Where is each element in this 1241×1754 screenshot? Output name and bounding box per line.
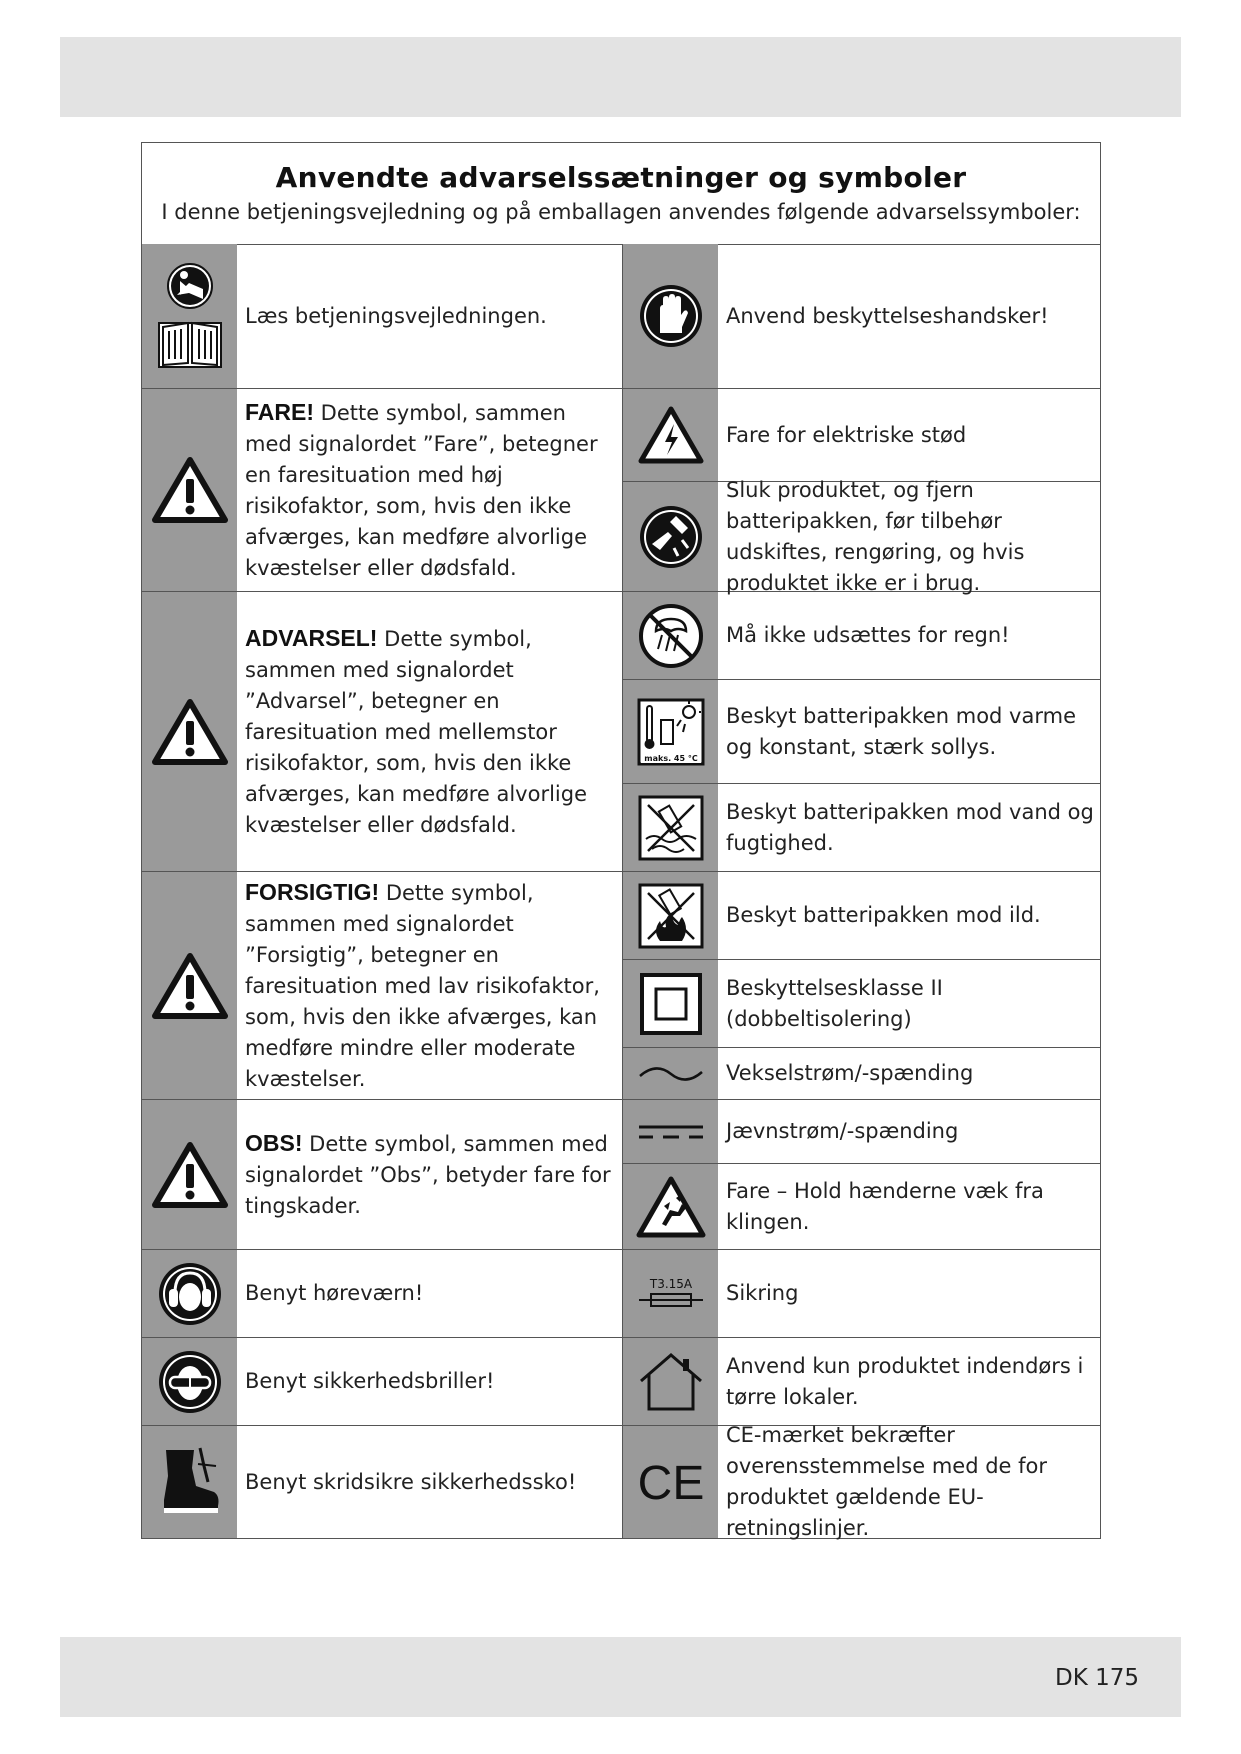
row-text: Anvend beskyttelseshandsker!	[726, 303, 1049, 328]
safety-glasses-icon	[142, 1338, 237, 1425]
row-text: Læs betjeningsvejledningen.	[245, 303, 547, 328]
gloves-icon	[623, 244, 718, 388]
fuse-label: T3.15A	[649, 1276, 692, 1291]
page-title: Anvendte advarselssætninger og symboler	[275, 161, 967, 194]
unplug-icon	[623, 482, 718, 591]
row-text: Dette symbol, sammen med signalordet ”Advarsel”, betegner en faresituation med mellemstor risikofaktor, som, hvis den ikke afværges, kan medføre alvorlige kvæstelser eller dødsfald.	[245, 626, 588, 837]
page-subtitle: I denne betjeningsvejledning og på emballagen anvendes følgende advarselssymboler:	[161, 200, 1081, 224]
alternating-current-icon	[623, 1048, 718, 1099]
row-text: Anvend kun produktet indendørs i tørre lokaler.	[726, 1353, 1084, 1409]
row-text: Sluk produktet, og fjern batteripakken, før tilbehør udskiftes, rengøring, og hvis produktet ikke er i brug.	[726, 477, 1025, 595]
table-row	[623, 1250, 1101, 1338]
table-row	[142, 389, 622, 592]
row-text: Fare – Hold hænderne væk fra klingen.	[726, 1178, 1044, 1234]
heat-label: maks. 45 °C	[643, 753, 698, 763]
row-text: Beskyt batteripakken mod varme og konstant, stærk sollys.	[726, 703, 1076, 759]
row-text: Benyt sikkerhedsbriller!	[245, 1369, 495, 1393]
ce-label: CE	[637, 1457, 704, 1507]
row-text: Dette symbol, sammen med signalordet ”Fare”, betegner en faresituation med høj risikofaktor, som, hvis den ikke afværges, kan medføre alvorlige kvæstelser eller dødsfald.	[245, 400, 598, 580]
row-text: Beskyt batteripakken mod vand og fugtighed.	[726, 799, 1094, 855]
table-row	[142, 1100, 622, 1250]
top-band	[60, 37, 1181, 117]
row-text: Vekselstrøm/-spænding	[726, 1061, 974, 1085]
blade-hazard-icon	[623, 1164, 718, 1249]
signal-word: FARE!	[245, 398, 314, 425]
warning-triangle-icon	[142, 1100, 237, 1249]
table-row	[623, 389, 1101, 482]
read-manual-icon	[142, 244, 237, 388]
row-text: Beskyttelsesklasse II (dobbeltisolering)	[726, 975, 943, 1031]
table-row	[623, 784, 1101, 872]
table-row	[142, 1426, 622, 1538]
right-column	[622, 244, 1101, 1538]
no-fire-icon	[623, 872, 718, 959]
table-row	[623, 1423, 1101, 1540]
table-row	[623, 477, 1101, 595]
warning-triangle-icon	[142, 592, 237, 871]
direct-current-icon	[623, 1100, 718, 1163]
table-row	[142, 244, 622, 389]
warning-triangle-icon	[142, 872, 237, 1099]
row-text: Sikring	[726, 1281, 799, 1305]
protection-class-ii-icon	[623, 960, 718, 1047]
table-row	[623, 1338, 1101, 1426]
row-text: Jævnstrøm/-spænding	[726, 1119, 959, 1143]
table-row	[623, 1048, 1101, 1100]
table-row	[142, 1250, 622, 1338]
safety-boot-icon	[142, 1426, 237, 1538]
row-text: Dette symbol, sammen med signalordet ”Obs”, betyder fare for tingskader.	[245, 1131, 611, 1218]
row-text: Fare for elektriske stød	[726, 422, 967, 447]
table-row	[623, 592, 1101, 680]
left-column	[142, 244, 622, 1538]
row-text: Benyt høreværn!	[245, 1281, 424, 1305]
footer-band	[60, 1637, 1181, 1717]
row-text: Beskyt batteripakken mod ild.	[726, 903, 1041, 927]
table-row	[142, 592, 622, 872]
indoor-house-icon	[623, 1338, 718, 1425]
ear-protection-icon	[142, 1250, 237, 1337]
table-row	[623, 1100, 1101, 1164]
table-row	[623, 680, 1101, 784]
table-row	[623, 872, 1101, 960]
page-number: DK 175	[1054, 1665, 1139, 1691]
table-row	[142, 872, 622, 1100]
warning-symbols-table	[141, 142, 1101, 1539]
row-text: Må ikke udsættes for regn!	[726, 623, 1010, 647]
heat-sun-icon	[623, 680, 718, 783]
table-row	[623, 1164, 1101, 1250]
table-row	[142, 1338, 622, 1426]
table-row	[623, 960, 1101, 1048]
signal-word: OBS!	[245, 1129, 303, 1156]
ce-mark-icon	[623, 1426, 718, 1538]
no-water-icon	[623, 784, 718, 871]
warning-triangle-icon	[142, 389, 237, 591]
no-rain-icon	[623, 592, 718, 679]
row-text: Benyt skridsikre sikkerhedssko!	[245, 1469, 577, 1494]
row-text: Dette symbol, sammen med signalordet ”Forsigtig”, betegner en faresituation med lav risikofaktor, som, hvis den ikke afværges, kan medføre mindre eller moderate kvæstelser.	[245, 880, 600, 1091]
table-header	[142, 143, 1100, 245]
table-row	[623, 244, 1101, 389]
signal-word: ADVARSEL!	[245, 624, 378, 651]
electric-shock-icon	[623, 389, 718, 481]
signal-word: FORSIGTIG!	[245, 878, 380, 905]
row-text: CE-mærket bekræfter overensstemmelse med de for produktet gældende EU-retningslinjer.	[726, 1423, 1048, 1540]
fuse-icon	[623, 1250, 718, 1337]
